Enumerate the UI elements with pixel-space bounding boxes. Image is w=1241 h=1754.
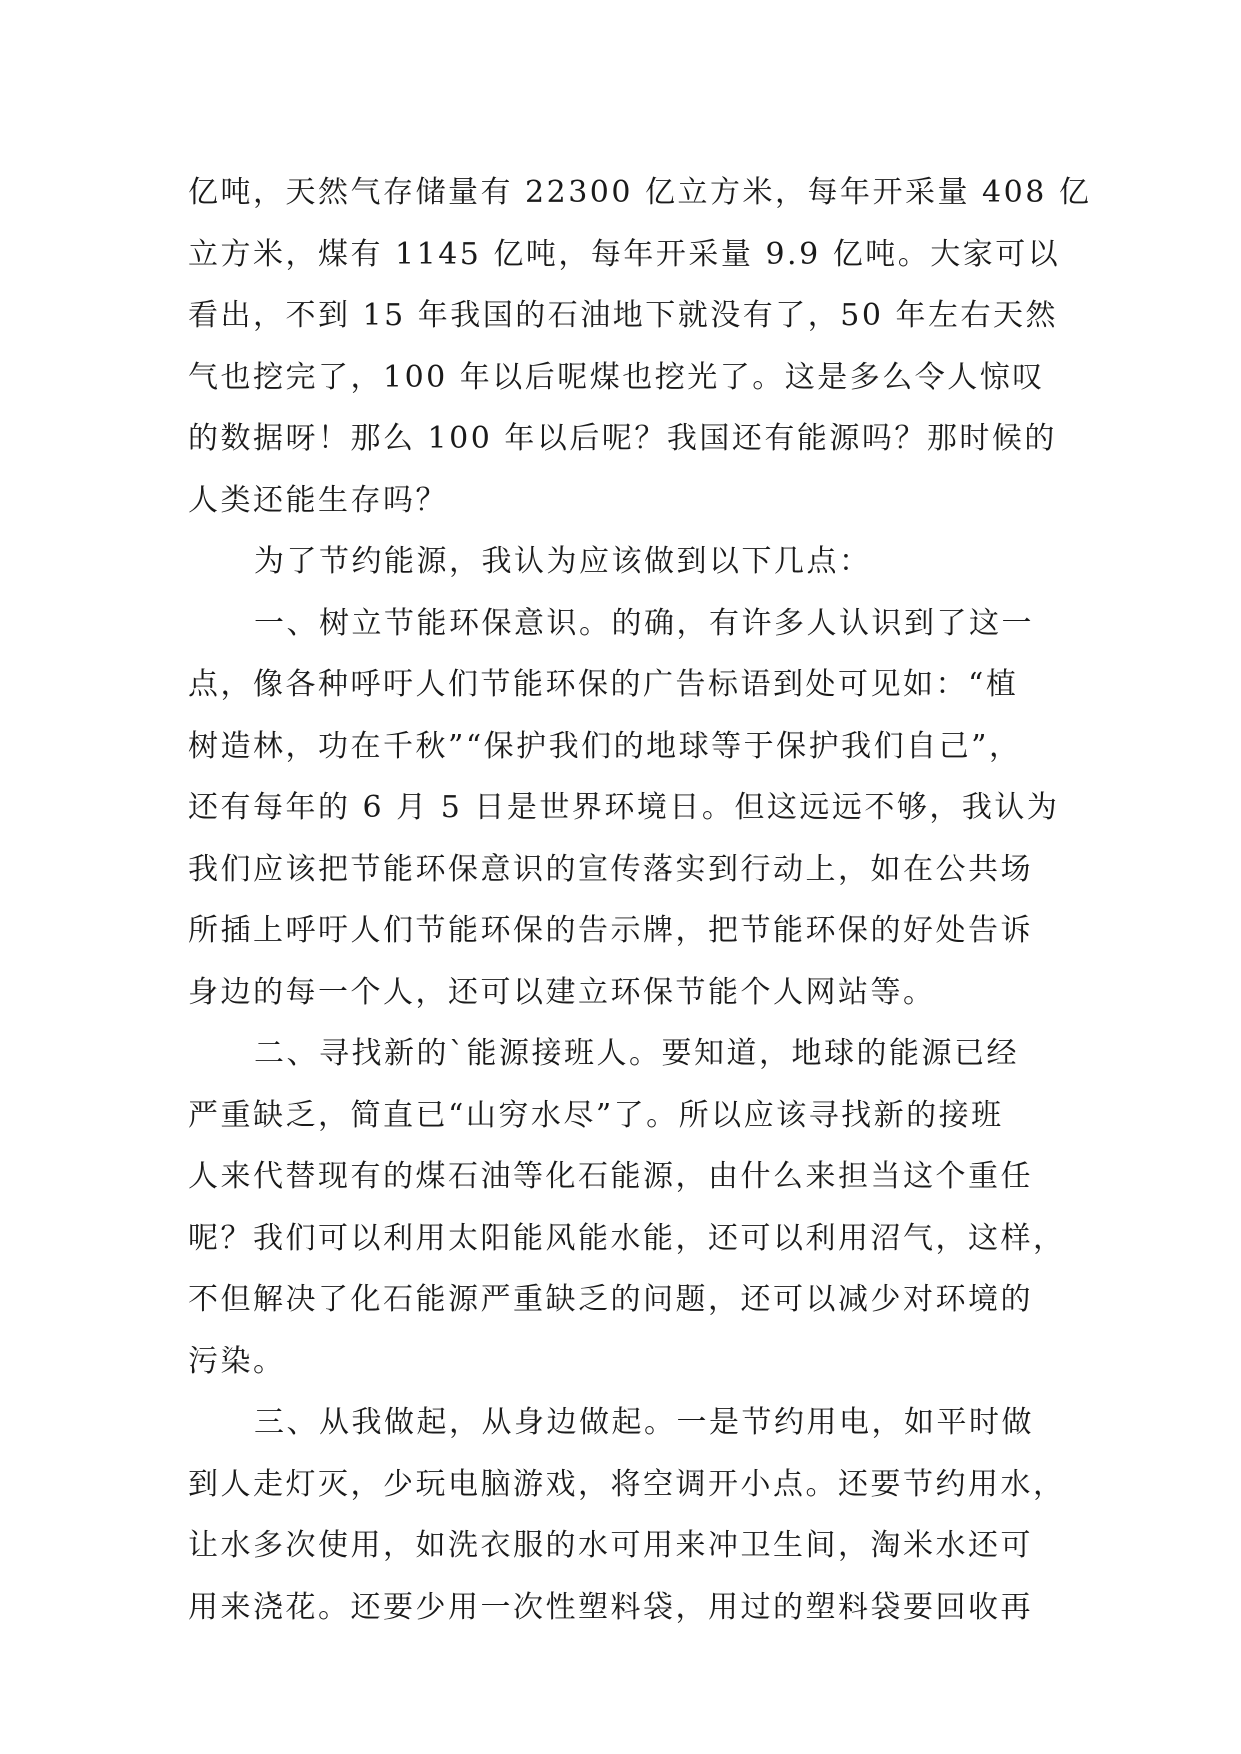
text-line: 的数据呀！那么 100 年以后呢？我国还有能源吗？那时候的 [188,421,1057,456]
text-line: 身边的每一个人，还可以建立环保节能个人网站等。 [188,974,936,1010]
text-line: 我们应该把节能环保意识的宣传落实到行动上，如在公共场 [188,851,1033,887]
paragraph-point-three: 三、从我做起，从身边做起。一是节约用电，如平时做 [254,1405,1034,1440]
text-line: 人来代替现有的煤石油等化石能源，由什么来担当这个重任 [188,1159,1033,1194]
text-line: 气也挖完了，100 年以后呢煤也挖光了。这是多么令人惊叹 [188,359,1045,395]
text-line: 点，像各种呼吁人们节能环保的广告标语到处可见如：“植 [188,667,1019,702]
text-line: 呢？我们可以利用太阳能风能水能，还可以利用沼气，这样， [188,1220,1066,1256]
text-line: 亿吨，天然气存储量有 22300 亿立方米，每年开采量 408 亿 [188,175,1092,210]
text-line: 到人走灯灭，少玩电脑游戏，将空调开小点。还要节约用水， [188,1466,1066,1502]
text-line: 用来浇花。还要少用一次性塑料袋，用过的塑料袋要回收再 [188,1589,1033,1625]
paragraph-intro: 为了节约能源，我认为应该做到以下几点： [254,544,872,579]
text-line: 让水多次使用，如洗衣服的水可用来冲卫生间，淘米水还可 [188,1528,1033,1563]
text-line: 人类还能生存吗？ [188,482,448,518]
text-line: 污染。 [188,1343,286,1379]
text-line: 不但解决了化石能源严重缺乏的问题，还可以减少对环境的 [188,1282,1033,1317]
text-line: 严重缺乏，简直已“山穷水尽”了。所以应该寻找新的接班 [188,1097,1004,1133]
text-line: 立方米，煤有 1145 亿吨，每年开采量 9.9 亿吨。大家可以 [188,236,1061,272]
body-text [188,162,1092,1638]
text-line: 所插上呼吁人们节能环保的告示牌，把节能环保的好处告诉 [188,913,1033,948]
paragraph-point-two: 二、寻找新的`能源接班人。要知道，地球的能源已经 [254,1036,1019,1071]
text-line: 树造林，功在千秋”“保护我们的地球等于保护我们自己”， [188,728,1022,764]
paragraph-point-one: 一、树立节能环保意识。的确，有许多人认识到了这一 [254,605,1034,641]
text-line: 还有每年的 6 月 5 日是世界环境日。但这远远不够，我认为 [188,790,1060,825]
text-line: 看出，不到 15 年我国的石油地下就没有了，50 年左右天然 [188,298,1058,333]
